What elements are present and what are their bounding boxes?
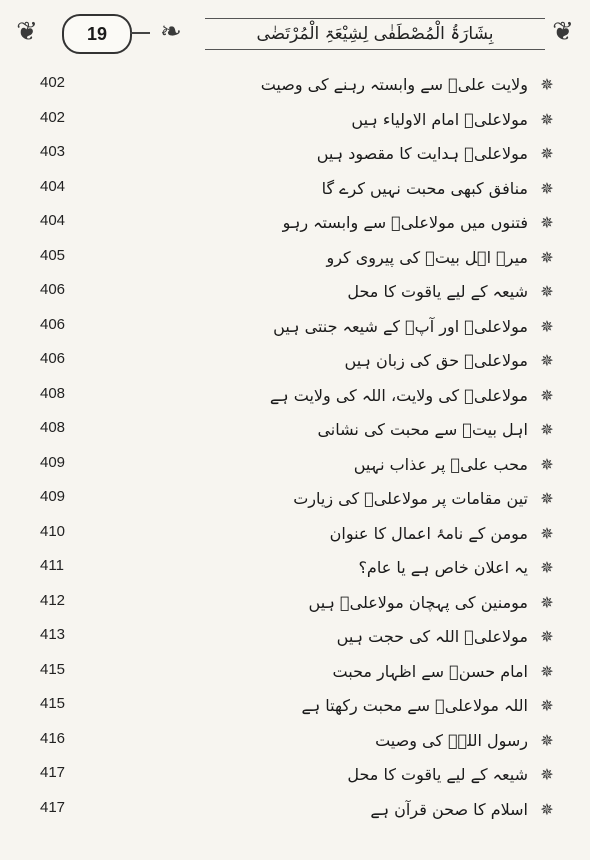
toc-entry-title: ولایت علیؑ سے وابستہ رہنے کی وصیت — [260, 75, 528, 94]
toc-entry — [0, 622, 590, 654]
page-header — [0, 0, 590, 66]
star-bullet-icon: ✵ — [540, 351, 554, 370]
toc-entry — [0, 208, 590, 240]
toc-page-number: 402 — [40, 74, 66, 91]
star-bullet-icon: ✵ — [540, 696, 554, 715]
floral-ornament-icon: ❦ — [552, 17, 574, 47]
star-bullet-icon: ✵ — [540, 144, 554, 163]
toc-page-number: 408 — [40, 419, 66, 436]
toc-page-number: 404 — [40, 212, 66, 229]
toc-entry-title: اہل بیتؑ سے محبت کی نشانی — [317, 420, 528, 439]
toc-entry-title: شیعہ کے لیے یاقوت کا محل — [347, 765, 528, 784]
toc-page-number: 415 — [40, 660, 66, 678]
toc-entry-title: شیعہ کے لیے یاقوت کا محل — [347, 282, 528, 301]
toc-entry — [0, 277, 590, 309]
star-bullet-icon: ✵ — [540, 558, 554, 577]
toc-page-number: 406 — [40, 281, 66, 298]
toc-entry-title: میرے اہل بیتؑ کی پیروی کرو — [326, 247, 528, 267]
toc-entry-title: مولاعلیؑ اللہ کی حجت ہیں — [336, 627, 528, 646]
toc-page-number: 416 — [40, 729, 66, 747]
running-title: بِشَارَۃُ الْمُصْطَفٰی لِشِیْعَۃِ الْمُرْتَضٰی — [205, 18, 545, 50]
toc-entry-title: مولاعلیؑ حق کی زبان ہیں — [344, 351, 528, 370]
toc-page-number: 411 — [40, 557, 64, 574]
toc-entry — [0, 174, 590, 206]
toc-entry-title: منافق کبھی محبت نہیں کرے گا — [321, 178, 528, 198]
star-bullet-icon: ✵ — [540, 420, 554, 439]
toc-page-number: 405 — [40, 246, 66, 264]
star-bullet-icon: ✵ — [540, 627, 554, 646]
star-bullet-icon: ✵ — [540, 523, 554, 543]
toc-entry-title: امام حسنؑ سے اظہار محبت — [332, 661, 528, 681]
toc-entry — [0, 519, 590, 551]
star-bullet-icon: ✵ — [540, 592, 554, 612]
toc-entry — [0, 795, 590, 827]
toc-entry — [0, 553, 590, 585]
header-rule — [130, 32, 150, 34]
star-bullet-icon: ✵ — [540, 661, 554, 681]
toc-entry — [0, 312, 590, 344]
toc-entry — [0, 588, 590, 620]
toc-entry — [0, 105, 590, 137]
floral-ornament-icon: ❦ — [16, 17, 38, 47]
toc-entry — [0, 139, 590, 171]
star-bullet-icon: ✵ — [540, 316, 554, 336]
star-bullet-icon: ✵ — [540, 213, 554, 232]
toc-page-number: 415 — [40, 695, 66, 712]
toc-page-number: 417 — [40, 764, 66, 781]
toc-page-number: 409 — [40, 453, 66, 471]
floral-ornament-icon: ❧ — [160, 17, 182, 47]
toc-entry-title: فتنوں میں مولاعلیؑ سے وابستہ رہو — [282, 213, 528, 232]
toc-entry — [0, 243, 590, 275]
toc-page-number: 410 — [40, 522, 66, 540]
toc-entry-title: رسول اللہؐ کی وصیت — [375, 730, 528, 750]
star-bullet-icon: ✵ — [540, 765, 554, 784]
star-bullet-icon: ✵ — [540, 282, 554, 301]
star-bullet-icon: ✵ — [540, 730, 554, 750]
toc-entry-title: مومنین کی پہچان مولاعلیؑ ہیں — [308, 592, 528, 612]
star-bullet-icon: ✵ — [540, 75, 554, 94]
toc-entry-title: تین مقامات پر مولاعلیؑ کی زیارت — [293, 489, 528, 508]
toc-page-number: 406 — [40, 315, 66, 333]
star-bullet-icon: ✵ — [540, 799, 554, 819]
toc-page-number: 402 — [40, 108, 66, 126]
toc-entry — [0, 760, 590, 792]
page-number: 19 — [86, 23, 108, 44]
toc-page-number: 412 — [40, 591, 66, 609]
toc-entry — [0, 70, 590, 102]
toc-entry — [0, 726, 590, 758]
star-bullet-icon: ✵ — [540, 489, 554, 508]
toc-entry-title: اسلام کا صحن قرآن ہے — [370, 799, 528, 819]
toc-entry — [0, 691, 590, 723]
toc-entry — [0, 657, 590, 689]
toc-page-number: 413 — [40, 626, 66, 643]
toc-page-number: 403 — [40, 143, 66, 160]
star-bullet-icon: ✵ — [540, 454, 554, 474]
star-bullet-icon: ✵ — [540, 109, 554, 129]
toc-entry — [0, 346, 590, 378]
star-bullet-icon: ✵ — [540, 178, 554, 198]
toc-entry-title: مولاعلیؑ اور آپؑ کے شیعہ جنتی ہیں — [273, 316, 528, 336]
toc-entry — [0, 415, 590, 447]
toc-entry — [0, 381, 590, 413]
toc-entry-title: مولاعلیؑ امام الاولیاء ہیں — [351, 109, 528, 129]
toc-entry — [0, 450, 590, 482]
star-bullet-icon: ✵ — [540, 385, 554, 405]
toc-entry-title: محب علیؑ پر عذاب نہیں — [353, 454, 528, 474]
page-number-badge — [62, 14, 132, 54]
toc-entry — [0, 484, 590, 516]
toc-page-number: 406 — [40, 350, 66, 367]
toc-entry-title: مولاعلیؑ ہدایت کا مقصود ہیں — [316, 144, 528, 163]
toc-entry-title: اللہ مولاعلیؑ سے محبت رکھتا ہے — [301, 696, 528, 715]
toc-page-number: 409 — [40, 488, 66, 505]
toc-entry-title: مومن کے نامۂ اعمال کا عنوان — [329, 523, 528, 543]
toc-page-number: 404 — [40, 177, 66, 195]
toc-entry-title: یہ اعلان خاص ہے یا عام؟ — [358, 558, 528, 577]
toc-page-number: 408 — [40, 384, 66, 402]
toc-entry-title: مولاعلیؑ کی ولایت، اللہ کی ولایت ہے — [269, 385, 528, 405]
star-bullet-icon: ✵ — [540, 247, 554, 267]
toc-page-number: 417 — [40, 798, 66, 816]
